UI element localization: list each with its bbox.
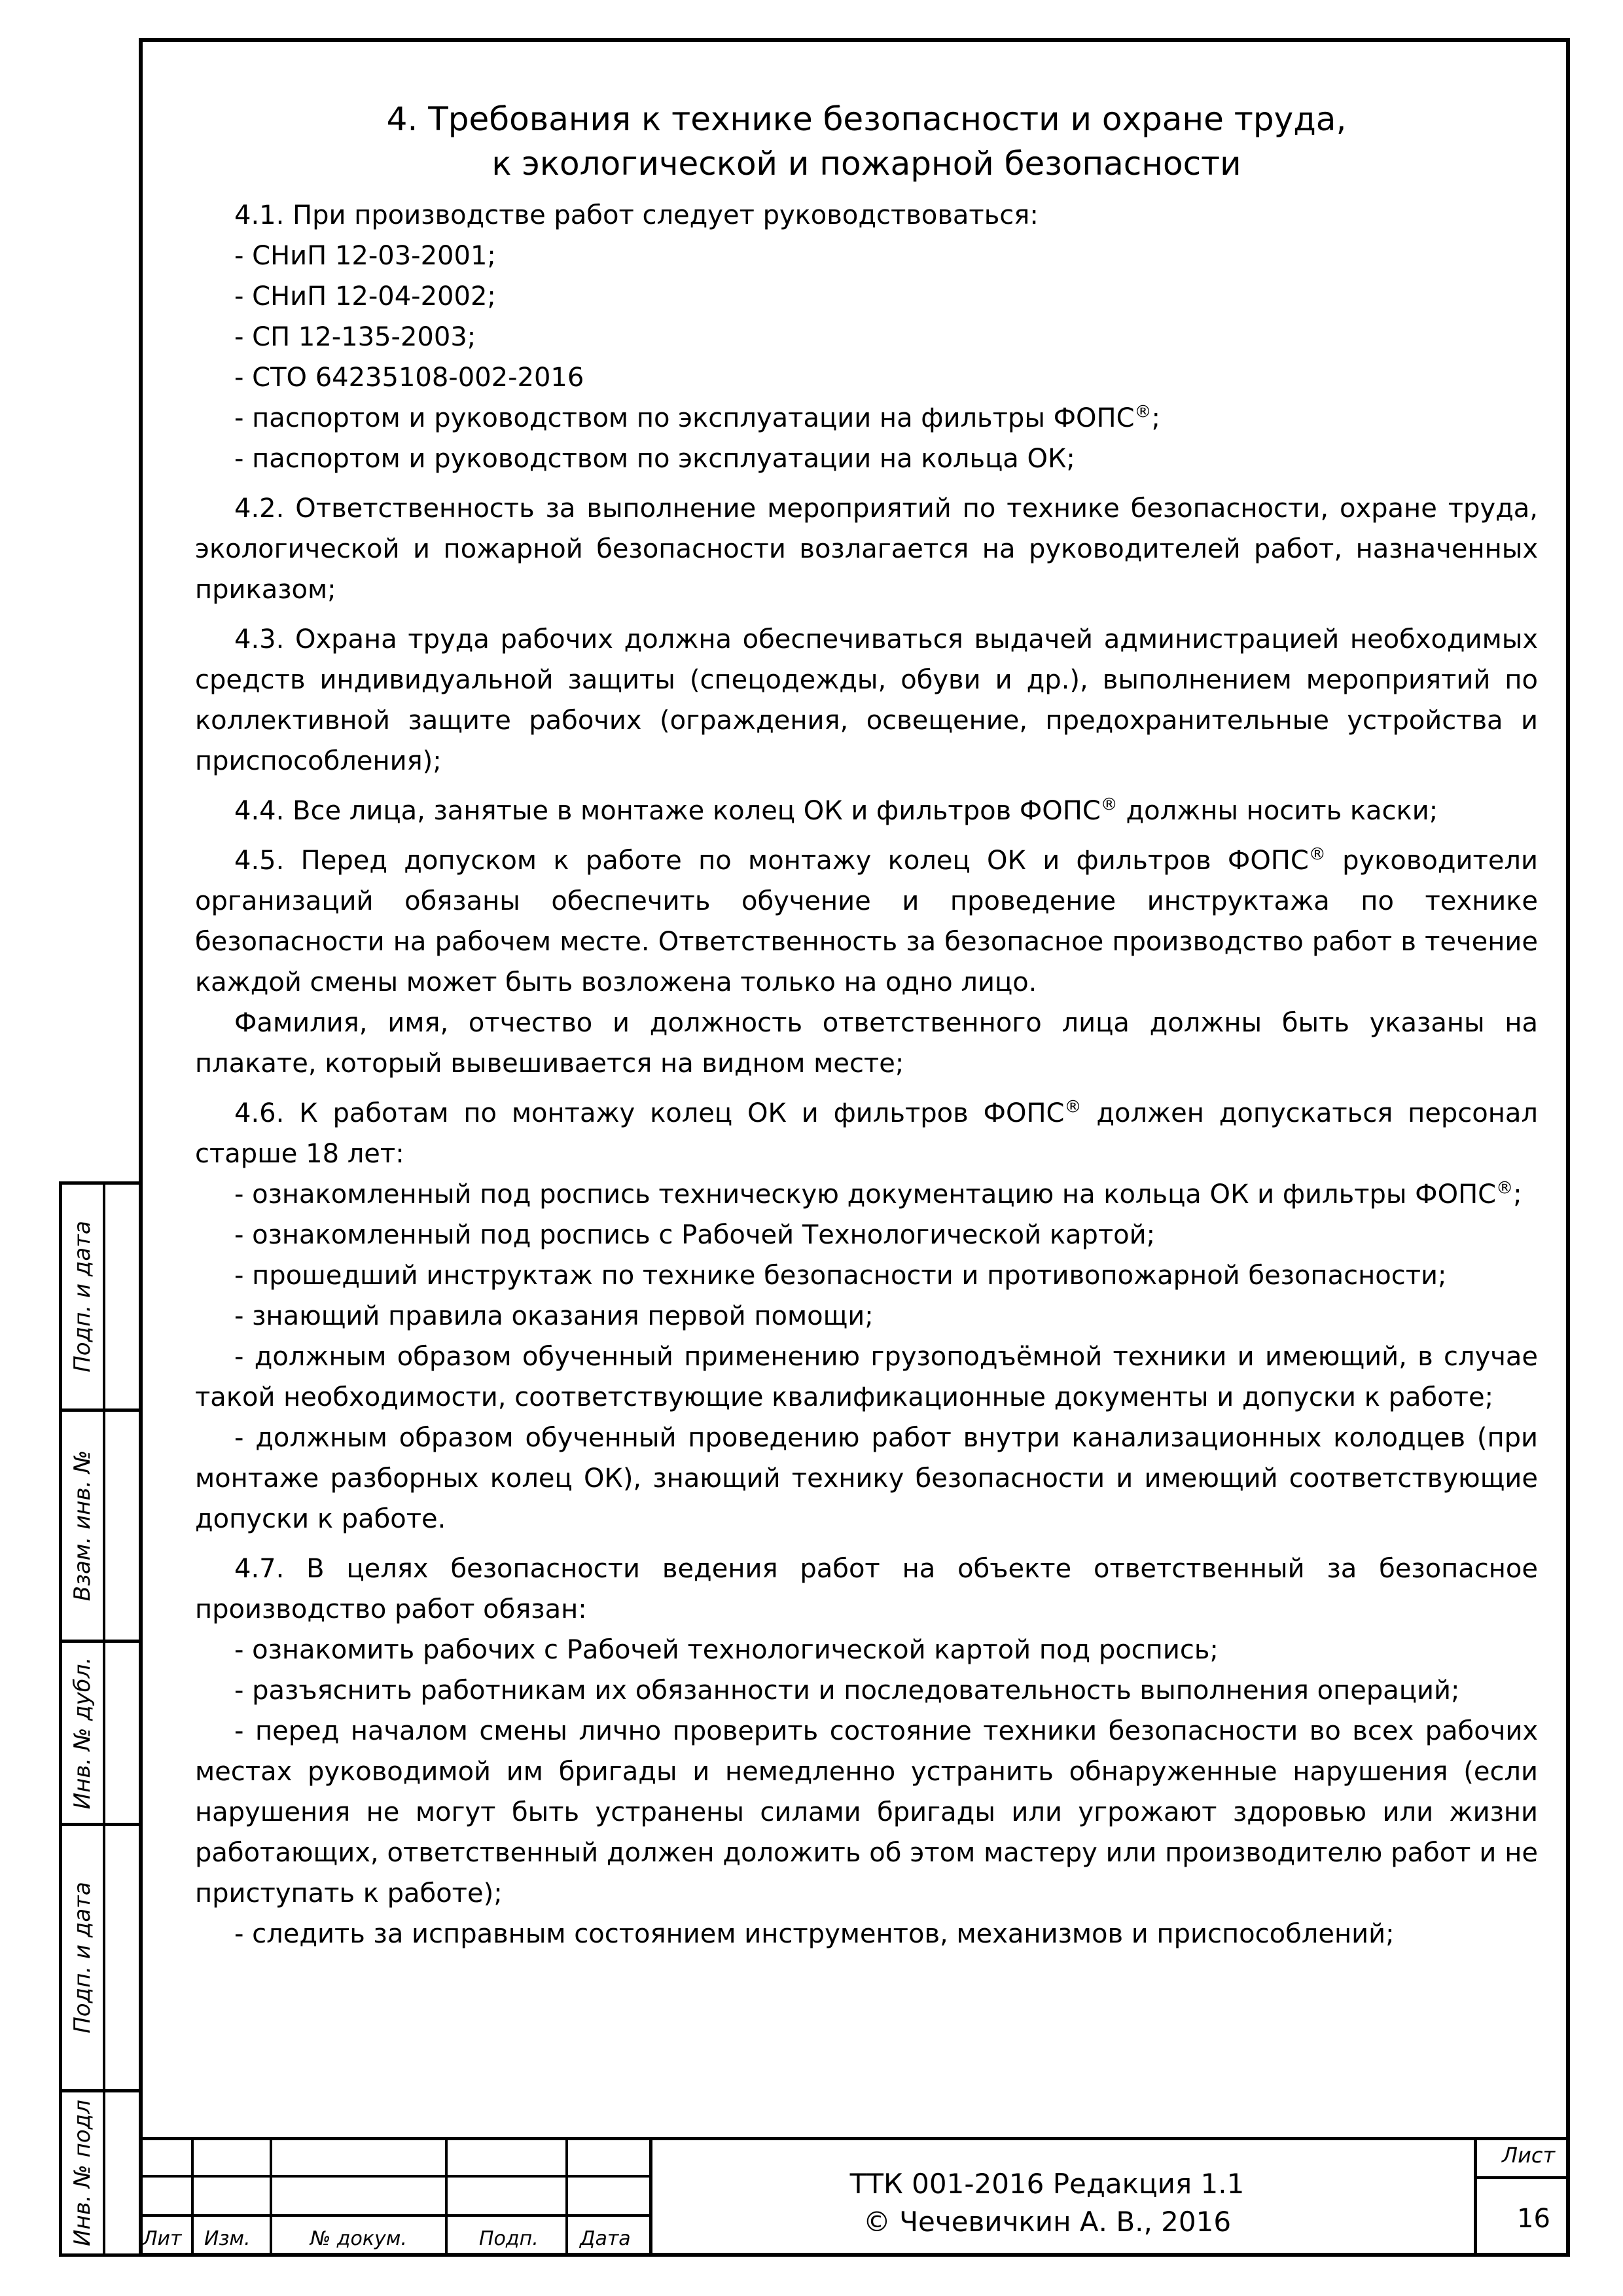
paragraph-text: - знающий правила оказания первой помощи; <box>234 1301 874 1331</box>
paragraph <box>195 791 1538 831</box>
paragraph <box>195 488 1538 610</box>
paragraph-text: 4.6. К работам по монтажу колец ОК и фильтров ФОПС <box>234 1098 1065 1128</box>
paragraph <box>195 1174 1538 1215</box>
registered-mark: ® <box>1064 1097 1082 1117</box>
col-lit: Лит <box>143 2227 182 2250</box>
paragraph <box>195 1003 1538 1084</box>
paragraph-text: 4.7. В целях безопасности ведения работ на объекте ответственный за безопасное производство работ обязан: <box>195 1554 1538 1624</box>
registered-mark: ® <box>1308 844 1326 865</box>
paragraph-text: - ознакомленный под роспись техническую документацию на кольца ОК и фильтры ФОПС <box>234 1179 1497 1210</box>
paragraph-text: - СП 12-135-2003; <box>234 322 476 352</box>
paragraph-text: 4.5. Перед допуском к работе по монтажу колец ОК и фильтров ФОПС <box>234 846 1309 876</box>
side-label: Подп. и дата <box>69 1882 96 2034</box>
paragraph-text: - СНиП 12-03-2001; <box>234 241 496 271</box>
paragraph-text: - должным образом обученный проведению работ внутри канализационных колодцев (при монтаже разборных колец ОК), знающий технику безопасности и имеющий соответствующие допуски к работе. <box>195 1423 1538 1534</box>
paragraph-text: - ознакомленный под роспись с Рабочей Технологической картой; <box>234 1220 1156 1250</box>
paragraph-text: - ознакомить рабочих с Рабочей технологической картой под роспись; <box>234 1635 1219 1665</box>
paragraph-text: 4.1. При производстве работ следует руководствоваться: <box>234 200 1039 230</box>
paragraph-text: - следить за исправным состоянием инструментов, механизмов и приспособлений; <box>234 1919 1395 1949</box>
paragraph <box>195 236 1538 276</box>
paragraph <box>195 1914 1538 1954</box>
section-title <box>195 97 1538 186</box>
paragraph <box>195 1093 1538 1174</box>
registered-mark: ® <box>1100 795 1118 815</box>
paragraph-text: - СНиП 12-04-2002; <box>234 281 496 312</box>
paragraph-tail: ; <box>1513 1179 1522 1210</box>
section-title-line-2: к экологической и пожарной безопасности <box>491 145 1241 183</box>
paragraph <box>195 1549 1538 1630</box>
sheet-number: 16 <box>1517 2204 1550 2234</box>
side-stamp-5 <box>59 2089 143 2257</box>
side-label: Инв. № дубл. <box>69 1657 96 1809</box>
paragraph <box>195 1215 1538 1255</box>
paragraph-text: Фамилия, имя, отчество и должность ответственного лица должны быть указаны на плакате, который вывешивается на видном месте; <box>195 1008 1538 1079</box>
doc-code: ТТК 001-2016 Редакция 1.1 <box>849 2168 1245 2200</box>
paragraph-text: 4.2. Ответственность за выполнение мероприятий по технике безопасности, охране труда, экологической и пожарной безопасности возлагается на руководителей работ, назначенных приказом; <box>195 493 1538 605</box>
side-stamp-4 <box>59 1823 143 2092</box>
paragraph-text: 4.3. Охрана труда рабочих должна обеспечиваться выдачей администрацией необходимых средств индивидуальной защиты (спецодежды, обуви и др.), выполнением мероприятий по коллективной защите рабочих (ограждения, освещение, предохранительные устройства и приспособления); <box>195 624 1538 776</box>
paragraph-text: - паспортом и руководством по эксплуатации на фильтры ФОПС <box>234 403 1135 433</box>
col-sign: Подп. <box>479 2227 539 2250</box>
side-stamp-3 <box>59 1640 143 1826</box>
paragraph-tail: должен допускаться персонал старше 18 лет: <box>195 1098 1538 1169</box>
doc-copyright: © Чечевичкин А. В., 2016 <box>863 2206 1232 2238</box>
sheet-label: Лист <box>1502 2143 1556 2168</box>
col-doc: № докум. <box>310 2227 407 2250</box>
paragraph <box>195 317 1538 357</box>
side-label: Инв. № подл <box>69 2100 96 2246</box>
paragraph <box>195 1670 1538 1711</box>
paragraph-text: 4.4. Все лица, занятые в монтаже колец ОК и фильтров ФОПС <box>234 796 1101 826</box>
paragraph <box>195 840 1538 1003</box>
paragraph <box>195 195 1538 236</box>
paragraph <box>195 619 1538 781</box>
paragraph <box>195 1296 1538 1336</box>
registered-mark: ® <box>1134 402 1152 422</box>
paragraph-text: - прошедший инструктаж по технике безопасности и противопожарной безопасности; <box>234 1261 1447 1291</box>
paragraph <box>195 1418 1538 1539</box>
side-stamp-1 <box>59 1181 143 1412</box>
col-date: Дата <box>580 2227 631 2250</box>
paragraph-list <box>195 195 1538 1954</box>
paragraph-tail: руководители организаций обязаны обеспечить обучение и проведение инструктажа по технике безопасности на рабочем месте. Ответственность за безопасное производство работ в течение каждой смены может быть возложена только на одно лицо. <box>195 846 1538 997</box>
paragraph <box>195 1336 1538 1418</box>
document-designation <box>844 2165 1250 2241</box>
document-body <box>195 97 1538 1954</box>
side-label: Подп. и дата <box>69 1221 96 1372</box>
side-stamp-2 <box>59 1408 143 1643</box>
paragraph-text: - перед началом смены лично проверить состояние техники безопасности во всех рабочих местах руководимой им бригады и немедленно устранить обнаруженные нарушения (если нарушения не могут быть устранены силами бригады или угрожают здоровью или жизни работающих, ответственный должен доложить об этом мастеру или производителю работ и не приступать к работе); <box>195 1716 1538 1909</box>
paragraph <box>195 439 1538 479</box>
paragraph-tail: ; <box>1151 403 1161 433</box>
side-label: Взам. инв. № <box>69 1450 96 1602</box>
paragraph-text: - СТО 64235108-002-2016 <box>234 363 584 393</box>
paragraph <box>195 276 1538 317</box>
col-izm: Изм. <box>204 2227 251 2250</box>
paragraph-tail: должны носить каски; <box>1117 796 1438 826</box>
paragraph <box>195 1630 1538 1670</box>
registered-mark: ® <box>1496 1178 1514 1198</box>
paragraph <box>195 1711 1538 1914</box>
paragraph-text: - паспортом и руководством по эксплуатации на кольца ОК; <box>234 444 1075 474</box>
paragraph <box>195 1255 1538 1296</box>
paragraph-text: - должным образом обученный применению грузоподъёмной техники и имеющий, в случае такой необходимости, соответствующие квалификационные документы и допуски к работе; <box>195 1342 1538 1412</box>
paragraph-text: - разъяснить работникам их обязанности и последовательность выполнения операций; <box>234 1676 1460 1706</box>
section-title-line-1: 4. Требования к технике безопасности и охране труда, <box>386 100 1347 138</box>
paragraph <box>195 398 1538 439</box>
paragraph <box>195 357 1538 398</box>
